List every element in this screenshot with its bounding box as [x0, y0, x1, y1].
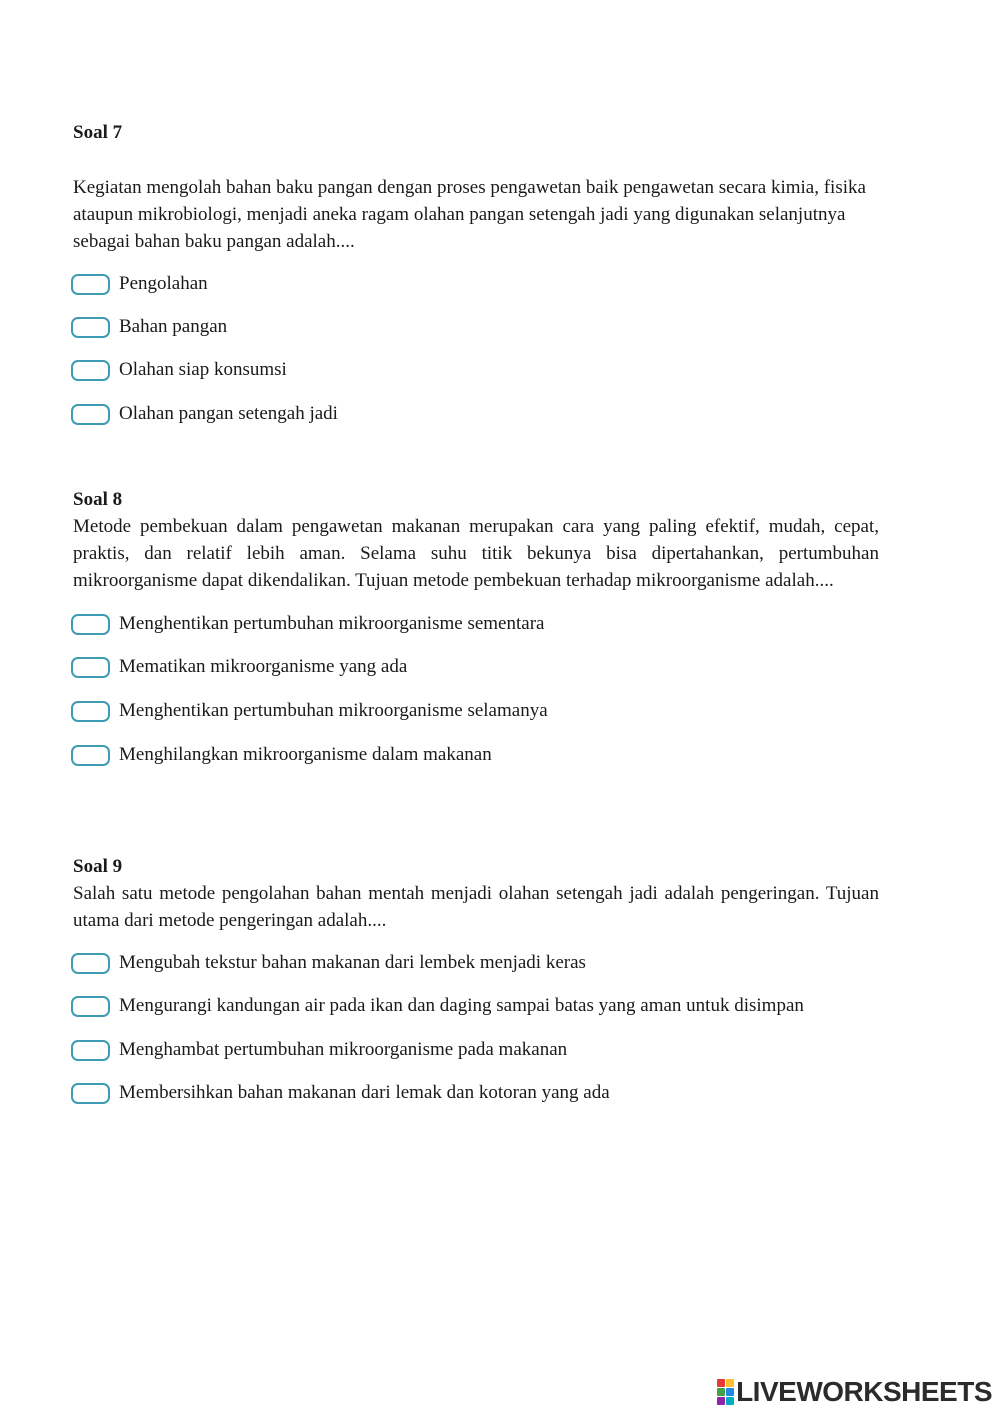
option-label: Mengubah tekstur bahan makanan dari lembek menjadi keras [119, 952, 586, 973]
question-8-option-4[interactable] [71, 742, 492, 768]
question-8 [73, 487, 879, 765]
answer-checkbox[interactable] [71, 953, 110, 974]
logo-text: LIVEWORKSHEETS [736, 1376, 992, 1407]
answer-checkbox[interactable] [71, 996, 110, 1017]
answer-checkbox[interactable] [71, 701, 110, 722]
question-9-option-3[interactable] [71, 1037, 567, 1063]
answer-checkbox[interactable] [71, 274, 110, 295]
question-9 [73, 854, 879, 1103]
logo-square [717, 1379, 725, 1387]
question-9-option-2[interactable] [71, 993, 804, 1019]
question-9-title: Soal 9 [73, 856, 123, 877]
question-7 [73, 120, 879, 424]
answer-checkbox[interactable] [71, 614, 110, 635]
option-label: Menghambat pertumbuhan mikroorganisme pada makanan [119, 1039, 568, 1060]
option-label: Pengolahan [119, 273, 208, 294]
option-label: Bahan pangan [119, 316, 228, 337]
question-7-title: Soal 7 [73, 122, 123, 143]
question-7-option-4[interactable] [71, 401, 338, 427]
logo-square [717, 1397, 725, 1405]
question-8-title: Soal 8 [73, 489, 123, 510]
option-label: Mematikan mikroorganisme yang ada [119, 656, 408, 677]
logo-square [726, 1397, 734, 1405]
question-9-option-1[interactable] [71, 950, 586, 976]
logo-square [717, 1388, 725, 1396]
question-8-text: Metode pembekuan dalam pengawetan makanan merupakan cara yang paling efektif, mudah, cepat, praktis, dan relatif lebih aman. Selama suhu titik bekunya bisa dipertahankan, pertumbuhan mikroorganisme dapat dikendalikan. Tujuan metode pembekuan terhadap mikroorganisme adalah.... [73, 516, 879, 591]
option-label: Olahan siap konsumsi [119, 359, 287, 380]
question-7-option-3[interactable] [71, 357, 287, 383]
option-label: Mengurangi kandungan air pada ikan dan daging sampai batas yang aman untuk disimpan [119, 995, 804, 1016]
option-label: Menghilangkan mikroorganisme dalam makanan [119, 744, 492, 765]
question-8-option-2[interactable] [71, 654, 407, 680]
option-label: Membersihkan bahan makanan dari lemak dan kotoran yang ada [119, 1082, 610, 1103]
question-8-option-1[interactable] [71, 611, 544, 637]
question-9-text: Salah satu metode pengolahan bahan mentah menjadi olahan setengah jadi adalah pengeringan. Tujuan utama dari metode pengeringan adalah.... [73, 883, 879, 931]
liveworksheets-logo [717, 1377, 992, 1407]
logo-mark-icon [717, 1379, 734, 1405]
option-label: Menghentikan pertumbuhan mikroorganisme sementara [119, 613, 545, 634]
answer-checkbox[interactable] [71, 360, 110, 381]
option-label: Menghentikan pertumbuhan mikroorganisme selamanya [119, 700, 548, 721]
logo-square [726, 1388, 734, 1396]
answer-checkbox[interactable] [71, 657, 110, 678]
answer-checkbox[interactable] [71, 1040, 110, 1061]
answer-checkbox[interactable] [71, 745, 110, 766]
answer-checkbox[interactable] [71, 1083, 110, 1104]
question-7-option-1[interactable] [71, 271, 208, 297]
answer-checkbox[interactable] [71, 317, 110, 338]
question-9-option-4[interactable] [71, 1080, 610, 1106]
option-label: Olahan pangan setengah jadi [119, 403, 338, 424]
question-8-option-3[interactable] [71, 698, 548, 724]
answer-checkbox[interactable] [71, 404, 110, 425]
question-7-option-2[interactable] [71, 314, 227, 340]
question-7-text: Kegiatan mengolah bahan baku pangan dengan proses pengawetan baik pengawetan secara kimia, fisika ataupun mikrobiologi, menjadi aneka ragam olahan pangan setengah jadi yang digunakan selanjutnya sebagai bahan baku pangan adalah.... [73, 177, 866, 252]
logo-square [726, 1379, 734, 1387]
